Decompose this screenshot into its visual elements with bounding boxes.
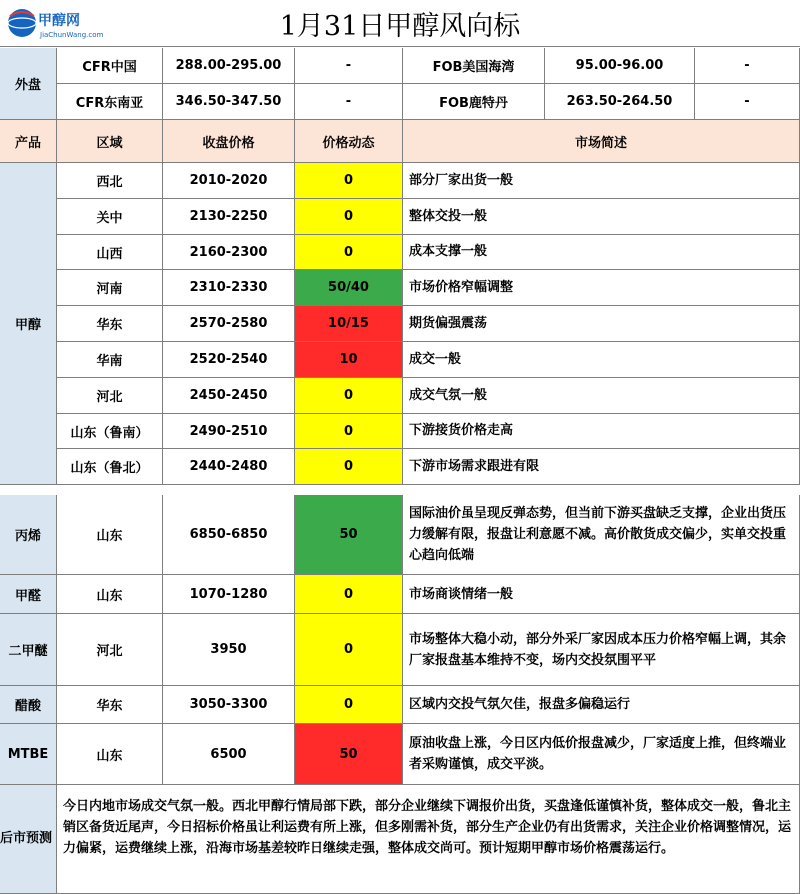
price-cell: 2160-2300 [163, 235, 295, 270]
region-cell: 华东 [57, 306, 163, 342]
summary-cell: 市场价格窄幅调整 [403, 270, 800, 306]
change-badge: 0 [295, 686, 403, 724]
change-badge: 0 [295, 614, 403, 686]
region-cell: 山东 [57, 575, 163, 614]
region-cell: 华南 [57, 342, 163, 378]
page-title: 1月31日甲醇风向标 [279, 11, 521, 42]
price-cell: 6850-6850 [163, 495, 295, 575]
external-market-change: - [695, 84, 800, 120]
external-market-change: - [695, 48, 800, 84]
change-badge: 0 [295, 199, 403, 235]
product-label: 醋酸 [0, 686, 57, 724]
summary-cell: 成交气氛一般 [403, 378, 800, 414]
summary-cell: 下游接货价格走高 [403, 414, 800, 449]
summary-cell: 期货偏强震荡 [403, 306, 800, 342]
change-badge: 0 [295, 163, 403, 199]
region-cell: 西北 [57, 163, 163, 199]
change-badge: 50 [295, 724, 403, 785]
product-label: MTBE [0, 724, 57, 785]
forecast-label: 后市预测 [0, 785, 57, 894]
product-label: 甲醇 [0, 163, 57, 485]
region-cell: 河北 [57, 378, 163, 414]
summary-cell: 下游市场需求跟进有限 [403, 449, 800, 485]
summary-cell: 原油收盘上涨，今日区内低价报盘减少，厂家适度上推，但终端业者采购谨慎，成交平淡。 [403, 724, 800, 785]
price-cell: 2570-2580 [163, 306, 295, 342]
region-cell: 山东 [57, 495, 163, 575]
forecast-text: 今日内地市场成交气氛一般。西北甲醇行情局部下跌，部分企业继续下调报价出货，买盘逢低谨慎补货，整体成交一般，鲁北主销区备货近尾声，今日招标价格虽让利运费有所上涨，但多刚需补货，部分生产企业仍有出货需求，关注企业价格调整情况，运力偏紧，运费继续上涨，沿海市场基差较昨日继续走强，整体成交尚可。预计短期甲醇市场价格震荡运行。 [57, 785, 800, 894]
price-cell: 2010-2020 [163, 163, 295, 199]
change-badge: 0 [295, 414, 403, 449]
region-cell: 华东 [57, 686, 163, 724]
external-market-change: - [295, 48, 403, 84]
price-cell: 2310-2330 [163, 270, 295, 306]
product-label: 丙烯 [0, 495, 57, 575]
external-market-name: CFR中国 [57, 48, 163, 84]
change-badge: 50/40 [295, 270, 403, 306]
logo-url: JiaChunWang.com [40, 31, 104, 39]
change-badge: 50 [295, 495, 403, 575]
price-cell: 3050-3300 [163, 686, 295, 724]
region-cell: 山西 [57, 235, 163, 270]
change-badge: 0 [295, 575, 403, 614]
header-region: 区域 [57, 120, 163, 163]
summary-cell: 区域内交投气氛欠佳，报盘多偏稳运行 [403, 686, 800, 724]
summary-cell: 市场整体大稳小动，部分外采厂家因成本压力价格窄幅上调，其余厂家报盘基本维持不变，场内交投氛围平平 [403, 614, 800, 686]
product-label: 甲醛 [0, 575, 57, 614]
external-market-name: FOB鹿特丹 [403, 84, 545, 120]
region-cell: 山东（鲁南） [57, 414, 163, 449]
logo-name: 甲醇网 [38, 13, 80, 29]
price-cell: 6500 [163, 724, 295, 785]
region-cell: 河北 [57, 614, 163, 686]
product-label: 二甲醚 [0, 614, 57, 686]
change-badge: 10/15 [295, 306, 403, 342]
external-market-name: CFR东南亚 [57, 84, 163, 120]
change-badge: 10 [295, 342, 403, 378]
price-cell: 2490-2510 [163, 414, 295, 449]
summary-cell: 成本支撑一般 [403, 235, 800, 270]
header-change: 价格动态 [295, 120, 403, 163]
price-cell: 2440-2480 [163, 449, 295, 485]
region-cell: 山东（鲁北） [57, 449, 163, 485]
header-price: 收盘价格 [163, 120, 295, 163]
external-market-name: FOB美国海湾 [403, 48, 545, 84]
region-cell: 关中 [57, 199, 163, 235]
external-market-price: 95.00-96.00 [545, 48, 695, 84]
summary-cell: 部分厂家出货一般 [403, 163, 800, 199]
summary-cell: 市场商谈情绪一般 [403, 575, 800, 614]
price-cell: 2130-2250 [163, 199, 295, 235]
price-cell: 2450-2450 [163, 378, 295, 414]
change-badge: 0 [295, 449, 403, 485]
header-summary: 市场简述 [403, 120, 800, 163]
price-cell: 3950 [163, 614, 295, 686]
external-market-price: 263.50-264.50 [545, 84, 695, 120]
external-label: 外盘 [0, 48, 57, 120]
header-product: 产品 [0, 120, 57, 163]
price-cell: 1070-1280 [163, 575, 295, 614]
region-cell: 山东 [57, 724, 163, 785]
external-market-price: 288.00-295.00 [163, 48, 295, 84]
summary-cell: 整体交投一般 [403, 199, 800, 235]
summary-cell: 国际油价虽呈现反弹态势，但当前下游买盘缺乏支撑，企业出货压力缓解有限，报盘让利意愿不减。高价散货成交偏少，实单交投重心趋向低端 [403, 495, 800, 575]
external-market-change: - [295, 84, 403, 120]
change-badge: 0 [295, 235, 403, 270]
price-cell: 2520-2540 [163, 342, 295, 378]
external-market-price: 346.50-347.50 [163, 84, 295, 120]
summary-cell: 成交一般 [403, 342, 800, 378]
title-bar [0, 0, 800, 47]
change-badge: 0 [295, 378, 403, 414]
region-cell: 河南 [57, 270, 163, 306]
